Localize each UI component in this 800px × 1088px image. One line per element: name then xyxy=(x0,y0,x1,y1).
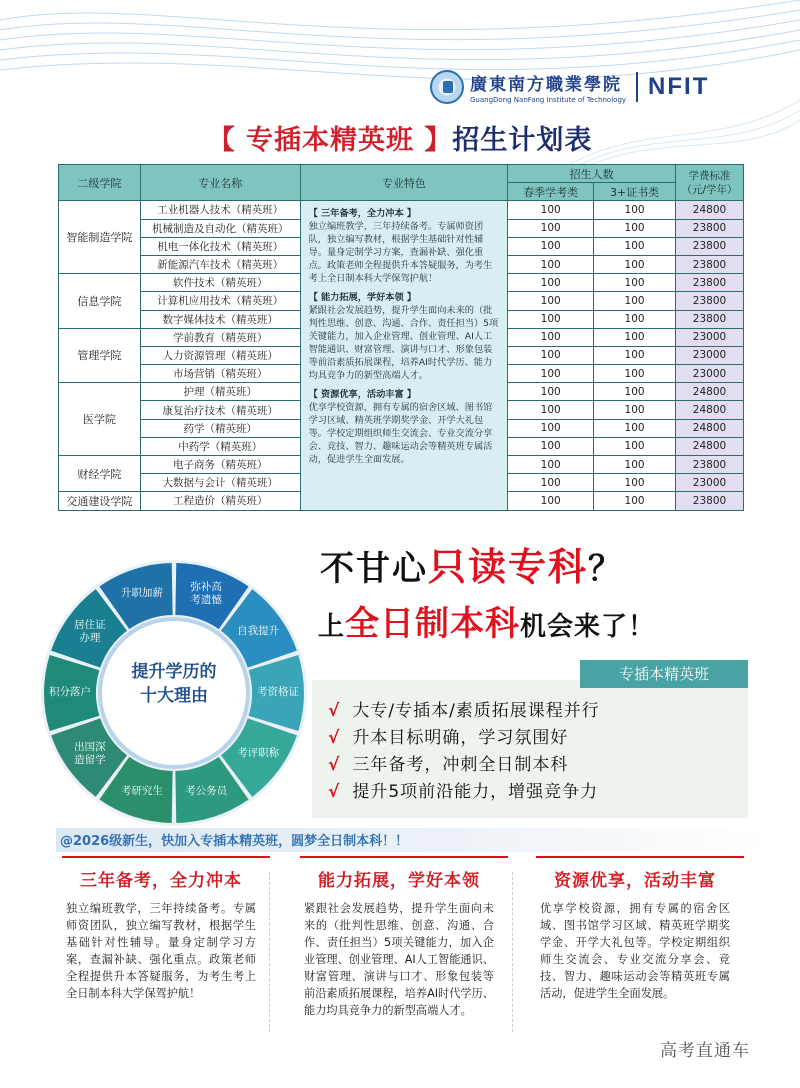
highlight-text: 提升5项前沿能力，增强竞争力 xyxy=(352,782,599,802)
slogan-line-2 xyxy=(318,596,655,645)
header-fee: 学费标准（元/学年） xyxy=(676,165,744,201)
three-plus-count: 100 xyxy=(594,365,676,383)
column-exam-prep xyxy=(66,866,256,1002)
major-cell: 电子商务（精英班） xyxy=(140,456,300,474)
watermark: 高考直通车 xyxy=(660,1041,750,1061)
fee-cell: 24800 xyxy=(676,383,744,401)
three-plus-count: 100 xyxy=(594,219,676,237)
spring-count: 100 xyxy=(508,292,594,310)
column-ability xyxy=(304,866,494,1019)
divider xyxy=(62,856,270,858)
wheel-center-label xyxy=(104,660,244,708)
school-seal-icon xyxy=(430,70,464,104)
fee-cell: 23800 xyxy=(676,274,744,292)
fee-cell: 23800 xyxy=(676,292,744,310)
divider xyxy=(536,856,744,858)
three-plus-count: 100 xyxy=(594,419,676,437)
major-cell: 市场营销（精英班） xyxy=(140,365,300,383)
column-title: 三年备考，全力冲本 xyxy=(80,871,242,891)
fee-cell: 23000 xyxy=(676,474,744,492)
spring-count: 100 xyxy=(508,365,594,383)
highlight-text: 大专/专插本/素质拓展课程并行 xyxy=(352,701,600,721)
major-cell: 学前教育（精英班） xyxy=(140,328,300,346)
class-badge: 专插本精英班 xyxy=(580,660,748,688)
wheel-center-line-1: 提升学历的 xyxy=(131,662,217,682)
feature-cell xyxy=(300,201,508,510)
school-name-en: GuangDong NanFang Institute of Technology xyxy=(470,96,627,104)
slogan-1-part-b: 只读专科 xyxy=(428,545,589,589)
wheel-center-line-2: 十大理由 xyxy=(140,686,208,706)
school-name-cn: 廣東南方職業學院 xyxy=(470,75,622,95)
wheel-segment-label: 自我提升 xyxy=(237,624,280,637)
fee-cell: 23000 xyxy=(676,365,744,383)
column-title: 资源优享，活动丰富 xyxy=(554,871,716,891)
column-divider xyxy=(269,872,270,1032)
three-plus-count: 100 xyxy=(594,492,676,510)
highlights-list xyxy=(328,698,600,806)
college-cell: 财经学院 xyxy=(59,456,141,492)
slogan-1-part-c: ？ xyxy=(588,549,625,589)
fee-cell: 23800 xyxy=(676,456,744,474)
three-plus-count: 100 xyxy=(594,310,676,328)
major-cell: 软件技术（精英班） xyxy=(140,274,300,292)
header-major: 专业名称 xyxy=(140,165,300,201)
major-cell: 中药学（精英班） xyxy=(140,437,300,455)
fee-cell: 24800 xyxy=(676,437,744,455)
feature-title: 【 能力拓展，学好本领 】 xyxy=(308,292,417,304)
wheel-segment-label: 考评职称 xyxy=(237,747,280,760)
fee-cell: 24800 xyxy=(676,401,744,419)
spring-count: 100 xyxy=(508,310,594,328)
fee-cell: 23800 xyxy=(676,255,744,273)
logo-divider xyxy=(636,72,638,102)
header-three-plus: 3+证书类 xyxy=(594,183,676,201)
header-enroll: 招生人数 xyxy=(508,165,676,183)
fee-cell: 23800 xyxy=(676,492,744,510)
fee-cell: 23800 xyxy=(676,237,744,255)
fee-cell: 24800 xyxy=(676,201,744,219)
spring-count: 100 xyxy=(508,237,594,255)
call-to-action-text: @2026级新生，快加入专插本精英班，圆梦全日制本科！！ xyxy=(60,834,409,849)
wheel-segment-label: 考公务员 xyxy=(185,784,228,797)
major-cell: 康复治疗技术（精英班） xyxy=(140,401,300,419)
three-plus-count: 100 xyxy=(594,292,676,310)
wheel-segment-label: 出国深 造留学 xyxy=(74,741,106,767)
header-feature: 专业特色 xyxy=(300,165,508,201)
three-plus-count: 100 xyxy=(594,274,676,292)
three-plus-count: 100 xyxy=(594,328,676,346)
column-text: 独立编班教学，三年持续备考。专属师资团队，独立编写教材，根据学生基础针对性辅导。量身定制学习方案，查漏补缺、强化重点。政策老师全程提供升本答疑服务，为考生考上全日制本科大学保驾护航！ xyxy=(66,902,256,1000)
school-logo xyxy=(430,62,770,112)
fee-cell: 23000 xyxy=(676,346,744,364)
wheel-segment-label: 居住证 办理 xyxy=(74,618,106,644)
check-icon: √ xyxy=(328,728,341,748)
major-cell: 计算机应用技术（精英班） xyxy=(140,292,300,310)
spring-count: 100 xyxy=(508,219,594,237)
three-plus-count: 100 xyxy=(594,346,676,364)
major-cell: 机电一体化技术（精英班） xyxy=(140,237,300,255)
major-cell: 工业机器人技术（精英班） xyxy=(140,201,300,219)
feature-text: 独立编班教学，三年持续备考。专属师资团队，独立编写教材，根据学生基础针对性辅导。量身定制学习方案，查漏补缺、强化重点。政策老师全程提供升本答疑服务，为考生考上全日制本科大学保驾护航！ xyxy=(308,221,493,285)
check-icon: √ xyxy=(328,701,341,721)
major-cell: 大数据与会计（精英班） xyxy=(140,474,300,492)
header-spring: 春季学考类 xyxy=(508,183,594,201)
wheel-segment-label: 积分落户 xyxy=(49,686,91,698)
three-plus-count: 100 xyxy=(594,237,676,255)
list-item xyxy=(328,752,600,779)
header-college: 二级学院 xyxy=(59,165,141,201)
spring-count: 100 xyxy=(508,419,594,437)
major-cell: 人力资源管理（精英班） xyxy=(140,346,300,364)
feature-text: 紧跟社会发展趋势，提升学生面向未来的（批判性思维、创意、沟通、合作、责任担当）5项关键能力，加入企业管理、创业管理、AI人工智能通识、财富管理、演讲与口才、形象包装等前沿素质拓展课程，培养AI时代学历、能力均具竞争力的新型高端人才。 xyxy=(308,305,499,382)
spring-count: 100 xyxy=(508,383,594,401)
spring-count: 100 xyxy=(508,456,594,474)
fee-cell: 23000 xyxy=(676,328,744,346)
wheel-segment-label: 弥补高 考遗憾 xyxy=(190,581,222,607)
slogan-2-part-b: 全日制本科 xyxy=(345,604,521,644)
divider xyxy=(300,856,508,858)
three-plus-count: 100 xyxy=(594,255,676,273)
list-item xyxy=(328,779,600,806)
list-item xyxy=(328,698,600,725)
three-plus-count: 100 xyxy=(594,401,676,419)
table-body xyxy=(59,201,744,510)
college-cell: 管理学院 xyxy=(59,328,141,383)
spring-count: 100 xyxy=(508,255,594,273)
column-text: 优享学校资源，拥有专属的宿舍区域、图书馆学习区域、精英班学期奖学金、开学大礼包等。学校定期组织师生交流会、专业交流分享会、竞技、智力、趣味运动会等精英班专属活动，促进学生全面发展。 xyxy=(540,902,730,1000)
title-rest-part: 招生计划表 xyxy=(452,125,593,156)
school-abbr: NFIT xyxy=(648,73,710,100)
college-cell: 信息学院 xyxy=(59,274,141,329)
spring-count: 100 xyxy=(508,201,594,219)
reasons-wheel xyxy=(24,558,324,828)
wheel-segment-label: 考研究生 xyxy=(120,784,163,797)
major-cell: 工程造价（精英班） xyxy=(140,492,300,510)
slogan-2-part-a: 上 xyxy=(318,612,346,642)
feature-title: 【 资源优享，活动丰富 】 xyxy=(308,389,417,401)
college-cell: 医学院 xyxy=(59,383,141,456)
three-plus-count: 100 xyxy=(594,456,676,474)
major-cell: 数字媒体技术（精英班） xyxy=(140,310,300,328)
title-bracket-part: 【 专插本精英班 】 xyxy=(207,125,453,156)
fee-cell: 23800 xyxy=(676,310,744,328)
wheel-segment-label: 升职加薪 xyxy=(120,587,163,600)
column-resources xyxy=(540,866,730,1002)
highlight-text: 三年备考，冲刺全日制本科 xyxy=(352,755,569,775)
check-icon: √ xyxy=(328,782,341,802)
major-cell: 新能源汽车技术（精英班） xyxy=(140,255,300,273)
spring-count: 100 xyxy=(508,328,594,346)
three-plus-count: 100 xyxy=(594,383,676,401)
list-item xyxy=(328,725,600,752)
major-cell: 机械制造及自动化（精英班） xyxy=(140,219,300,237)
column-title: 能力拓展，学好本领 xyxy=(318,871,480,891)
major-cell: 药学（精英班） xyxy=(140,419,300,437)
slogan-1-part-a: 不甘心 xyxy=(320,549,428,589)
college-cell: 智能制造学院 xyxy=(59,201,141,274)
slogan-line-1 xyxy=(320,536,624,591)
fee-cell: 23800 xyxy=(676,219,744,237)
three-plus-count: 100 xyxy=(594,201,676,219)
three-plus-count: 100 xyxy=(594,474,676,492)
check-icon: √ xyxy=(328,755,341,775)
slogan-2-part-c: 机会来了！ xyxy=(520,612,656,642)
spring-count: 100 xyxy=(508,437,594,455)
feature-title: 【 三年备考，全力冲本 】 xyxy=(308,208,417,220)
major-cell: 护理（精英班） xyxy=(140,383,300,401)
spring-count: 100 xyxy=(508,401,594,419)
column-divider xyxy=(512,872,513,1032)
fee-cell: 24800 xyxy=(676,419,744,437)
feature-text: 优享学校资源，拥有专属的宿舍区域、图书馆学习区域、精英班学期奖学金、开学大礼包等。学校定期组织师生交流会、专业交流分享会、竞技、智力、趣味运动会等精英班专属活动，促进学生全面发展。 xyxy=(308,402,493,466)
college-cell: 交通建设学院 xyxy=(59,492,141,510)
highlight-text: 升本目标明确，学习氛围好 xyxy=(352,728,569,748)
spring-count: 100 xyxy=(508,346,594,364)
spring-count: 100 xyxy=(508,274,594,292)
column-text: 紧跟社会发展趋势，提升学生面向未来的（批判性思维、创意、沟通、合作、责任担当）5项关键能力，加入企业管理、创业管理、AI人工智能通识、财富管理、演讲与口才、形象包装等前沿素质拓展课程，培养AI时代学历、能力均具竞争力的新型高端人才。 xyxy=(304,902,494,1017)
page-title xyxy=(0,118,800,157)
enrollment-plan-table xyxy=(58,164,744,511)
spring-count: 100 xyxy=(508,492,594,510)
table-row xyxy=(59,201,744,219)
three-plus-count: 100 xyxy=(594,437,676,455)
spring-count: 100 xyxy=(508,474,594,492)
wheel-segment-label: 考资格证 xyxy=(257,686,299,698)
